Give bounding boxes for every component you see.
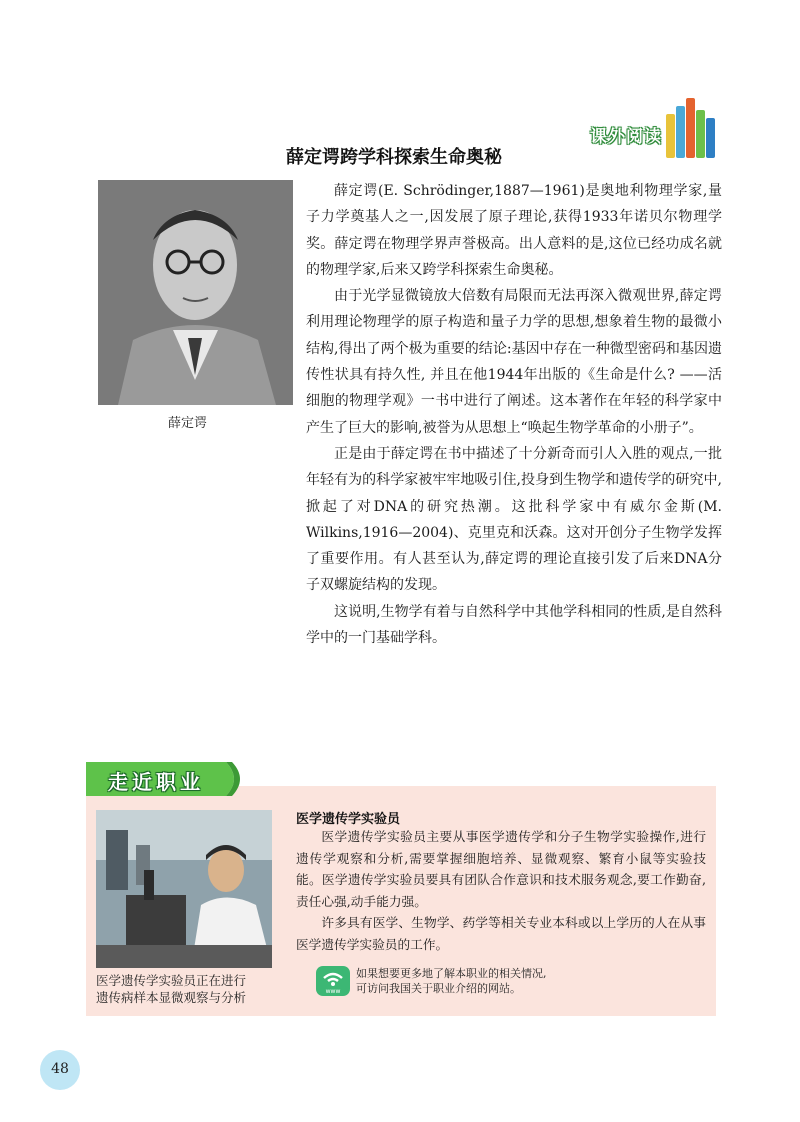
website-tip [356,966,696,996]
reading-badge [586,96,726,158]
website-icon-label: www [325,988,341,995]
lab-photo-illustration [96,810,272,968]
article-paragraph: 正是由于薛定谔在书中描述了十分新奇而引人入胜的观点,一批年轻有为的科学家被牢牢地吸引住,投身到生物学和遗传学的研究中,掀起了对DNA的研究热潮。这批科学家中有威尔金斯(M. Wilkins,1916—2004)、克里克和沃森。这对开创分子生物学发挥了重要作用。有人甚至认为,薛定谔的理论直接引发了后来DNA分子双螺旋结构的发现。 [306,445,722,594]
website-icon [316,966,350,996]
schrodinger-portrait [98,180,293,405]
wifi-icon [316,966,350,996]
lab-technician-photo [96,810,272,968]
portrait-illustration [98,180,293,405]
tip-line: 如果想要更多地了解本职业的相关情况, [356,967,547,980]
article-body [306,178,722,651]
career-title: 医学遗传学实验员 [296,812,401,827]
career-photo-caption [96,972,276,1006]
portrait-caption: 薛定谔 [168,416,208,431]
caption-line: 医学遗传学实验员正在进行 [96,973,247,988]
career-banner-label: 走近职业 [108,770,204,794]
reading-badge-label: 课外阅读 [590,127,662,147]
article-paragraph: 由于光学显微镜放大倍数有局限而无法再深入微观世界,薛定谔利用理论物理学的原子构造和量子力学的思想,想象着生物的最微小结构,得出了两个极为重要的结论:基因中存在一种微型密码和基因遗传性状具有持久性, 并且在他1944年出版的《生命是什么? ——活细胞的物理学观》一书中进行了阐述。这本著作在年轻的科学家中产生了巨大的影响,被誉为从思想上“唤起生物学革命的小册子”。 [306,288,722,436]
page-number-badge [40,1050,80,1090]
career-paragraph: 医学遗传学实验员主要从事医学遗传学和分子生物学实验操作,进行遗传学观察和分析,需要掌握细胞培养、显微观察、繁育小鼠等实验技能。医学遗传学实验员要具有团队合作意识和技术服务观念,要工作勤奋,责任心强,动手能力强。 [296,829,706,909]
tip-line: 可访问我国关于职业介绍的网站。 [356,982,521,995]
article-paragraph: 这说明,生物学有着与自然科学中其他学科相同的性质,是自然科学中的一门基础学科。 [306,603,722,647]
career-paragraph: 许多具有医学、生物学、药学等相关专业本科或以上学历的人在从事医学遗传学实验员的工作。 [296,915,706,952]
page-number: 48 [51,1061,69,1077]
caption-line: 遗传病样本显微观察与分析 [96,990,247,1005]
article-paragraph: 薛定谔(E. Schrödinger,1887—1961)是奥地利物理学家,量子力学奠基人之一,因发展了原子理论,获得1933年诺贝尔物理学奖。薛定谔在物理学界声誉极高。出人意料的是,这位已经功成名就的物理学家,后来又跨学科探索生命奥秘。 [306,183,722,278]
article-title: 薛定谔跨学科探索生命奥秘 [286,147,502,168]
career-banner [86,762,246,796]
career-body [296,826,706,955]
